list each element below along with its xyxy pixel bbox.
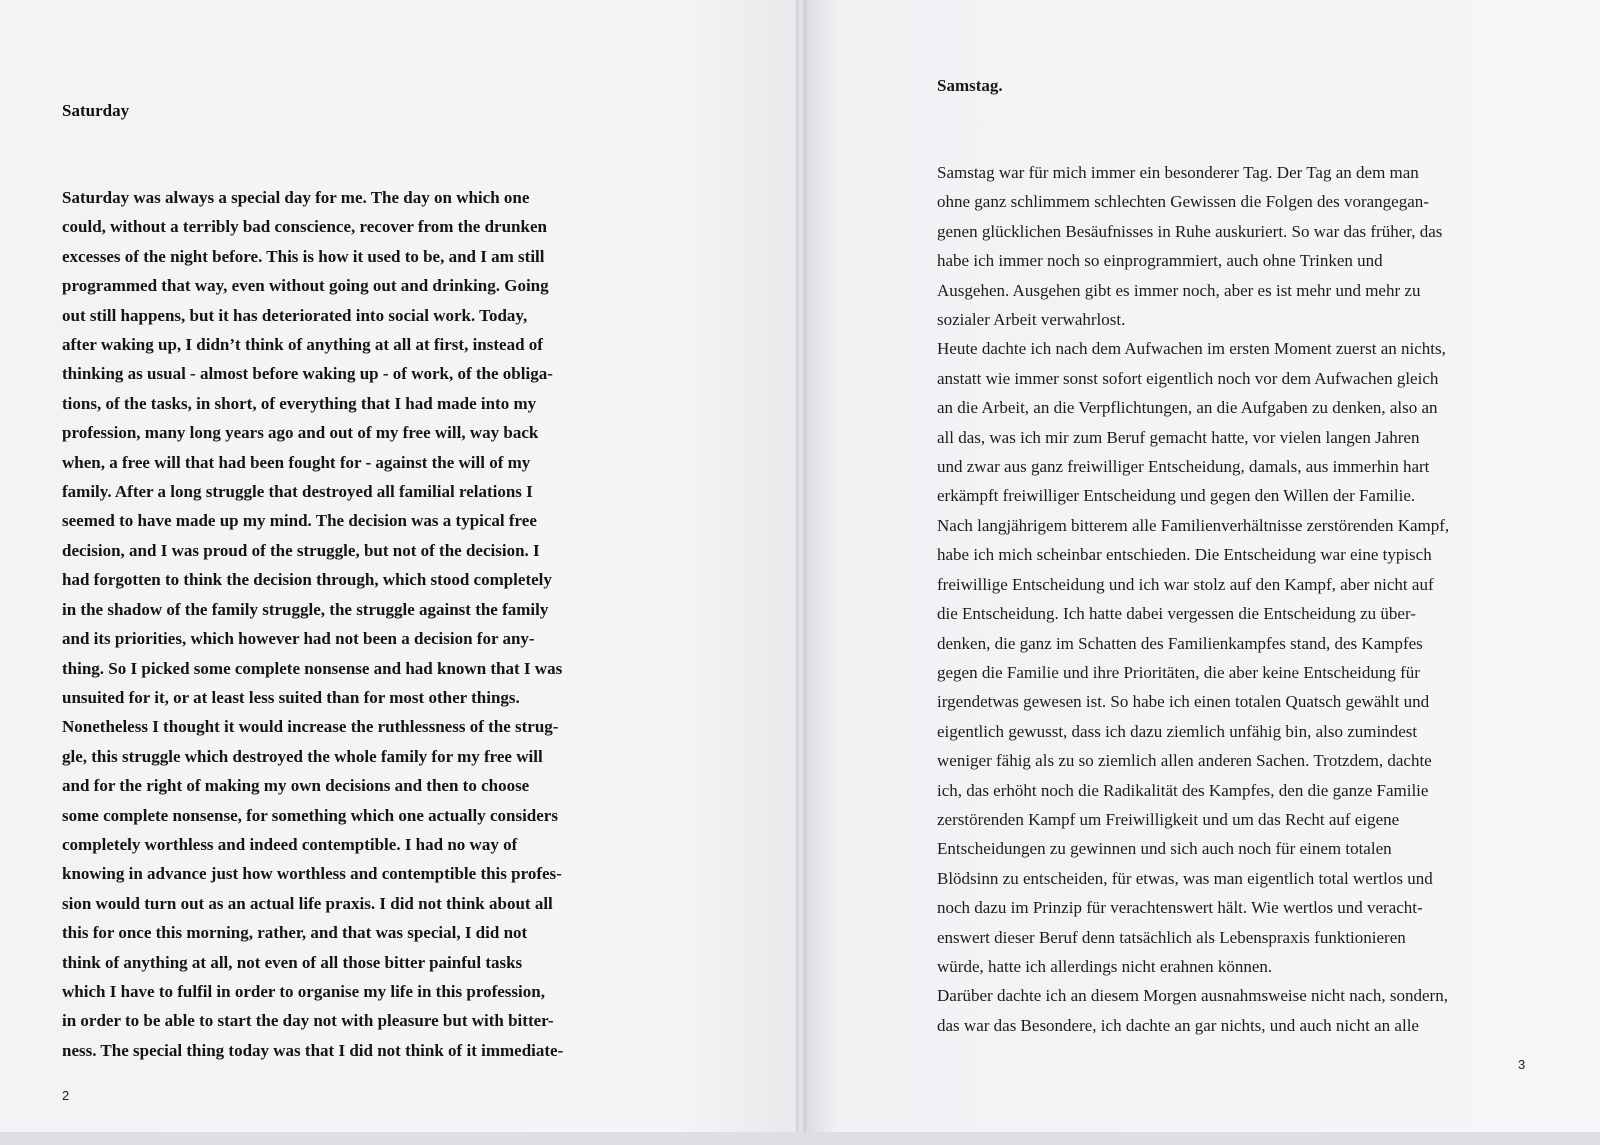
text-line: ohne ganz schlimmem schlechten Gewissen die Folgen des vorangegan-	[937, 192, 1429, 212]
text-line: knowing in advance just how worthless and contemptible this profes-	[62, 864, 562, 884]
left-page-body	[62, 183, 662, 1065]
text-line: enswert dieser Beruf denn tatsächlich als Lebenspraxis funktionieren	[937, 927, 1406, 947]
text-line: had forgotten to think the decision through, which stood completely	[62, 570, 552, 590]
text-line: could, without a terribly bad conscience, recover from the drunken	[62, 217, 547, 237]
text-line: in the shadow of the family struggle, the struggle against the family	[62, 599, 549, 619]
text-line: some complete nonsense, for something which one actually considers	[62, 805, 558, 825]
page-bottom-edge	[0, 1132, 1600, 1145]
text-line: eigentlich gewusst, dass ich dazu ziemlich unfähig bin, also zumindest	[937, 721, 1418, 741]
text-line: and its priorities, which however had not been a decision for any-	[62, 629, 535, 649]
text-line: thing. So I picked some complete nonsense and had known that I was	[62, 658, 563, 678]
text-line: anstatt wie immer sonst sofort eigentlich noch vor dem Aufwachen gleich	[937, 368, 1439, 388]
text-line: das war das Besondere, ich dachte an gar nichts, und auch nicht an alle	[937, 1015, 1419, 1035]
text-line: Darüber dachte ich an diesem Morgen ausnahmsweise nicht nach, sondern,	[937, 986, 1448, 1006]
text-line: Nach langjährigem bitterem alle Familienverhältnisse zerstörenden Kampf,	[937, 515, 1450, 535]
text-line: and for the right of making my own decisions and then to choose	[62, 776, 530, 796]
text-line: irgendetwas gewesen ist. So habe ich einen totalen Quatsch gewählt und	[937, 692, 1430, 712]
text-line: weniger fähig als zu so ziemlich allen anderen Sachen. Trotzdem, dachte	[937, 751, 1432, 771]
text-line: decision, and I was proud of the struggle, but not of the decision. I	[62, 540, 540, 560]
text-line: seemed to have made up my mind. The decision was a typical free	[62, 511, 537, 531]
text-line: Heute dachte ich nach dem Aufwachen im ersten Moment zuerst an nichts,	[937, 339, 1446, 359]
text-line: erkämpft freiwilliger Entscheidung und gegen den Willen der Familie.	[937, 486, 1416, 506]
right-page-body	[937, 158, 1537, 1040]
text-line: sozialer Arbeit verwahrlost.	[937, 310, 1126, 330]
text-line: tions, of the tasks, in short, of everything that I had made into my	[62, 393, 537, 413]
right-page-number: 3	[1518, 1057, 1526, 1072]
text-line: Saturday was always a special day for me. The day on which one	[62, 188, 530, 207]
text-line: thinking as usual - almost before waking up - of work, of the obliga-	[62, 364, 553, 384]
text-line: Blödsinn zu entscheiden, für etwas, was man eigentlich total wertlos und	[937, 868, 1433, 888]
text-line: out still happens, but it has deteriorated into social work. Today,	[62, 305, 528, 325]
text-line: after waking up, I didn’t think of anything at all at first, instead of	[62, 335, 543, 355]
left-page-number: 2	[62, 1088, 70, 1103]
text-line: Entscheidungen zu gewinnen und sich auch noch für einem totalen	[937, 839, 1392, 859]
text-line: die Entscheidung. Ich hatte dabei vergessen die Entscheidung zu über-	[937, 604, 1416, 624]
text-line: sion would turn out as an actual life praxis. I did not think about all	[62, 893, 553, 913]
right-page-heading: Samstag.	[937, 76, 1003, 95]
text-line: family. After a long struggle that destroyed all familial relations I	[62, 482, 533, 502]
text-line: in order to be able to start the day not with pleasure but with bitter-	[62, 1011, 554, 1031]
text-line: genen glücklichen Besäufnisses in Ruhe auskuriert. So war das früher, das	[937, 221, 1443, 241]
text-line: zerstörenden Kampf um Freiwilligkeit und um das Recht auf eigene	[937, 809, 1400, 829]
text-line: ich, das erhöht noch die Radikalität des Kampfes, den die ganze Familie	[937, 780, 1429, 800]
text-line: und zwar aus ganz freiwilliger Entscheidung, damals, aus immerhin hart	[937, 457, 1430, 477]
text-line: excesses of the night before. This is how it used to be, and I am still	[62, 246, 545, 266]
text-line: habe ich mich scheinbar entschieden. Die Entscheidung war eine typisch	[937, 545, 1432, 565]
text-line: gegen die Familie und ihre Prioritäten, die aber keine Entscheidung für	[937, 662, 1420, 682]
text-line: denken, die ganz im Schatten des Familienkampfes stand, des Kampfes	[937, 633, 1423, 653]
text-line: würde, hatte ich allerdings nicht erahnen können.	[937, 956, 1273, 976]
text-line: gle, this struggle which destroyed the whole family for my free will	[62, 746, 543, 766]
text-line: profession, many long years ago and out of my free will, way back	[62, 423, 539, 443]
text-line: all das, was ich mir zum Beruf gemacht hatte, vor vielen langen Jahren	[937, 427, 1420, 447]
text-line: this for once this morning, rather, and that was special, I did not	[62, 923, 528, 943]
text-line: noch dazu im Prinzip für verachtenswert hält. Wie wertlos und veracht-	[937, 898, 1423, 918]
text-line: unsuited for it, or at least less suited than for most other things.	[62, 687, 520, 707]
text-line: completely worthless and indeed contemptible. I had no way of	[62, 834, 518, 854]
left-page-heading: Saturday	[62, 101, 130, 120]
book-gutter	[796, 0, 806, 1145]
text-line: Samstag war für mich immer ein besonderer Tag. Der Tag an dem man	[937, 163, 1419, 182]
text-line: think of anything at all, not even of all those bitter painful tasks	[62, 952, 523, 972]
text-line: which I have to fulfil in order to organise my life in this profession,	[62, 981, 545, 1001]
text-line: Nonetheless I thought it would increase the ruthlessness of the strug-	[62, 717, 559, 737]
text-line: programmed that way, even without going out and drinking. Going	[62, 276, 549, 296]
text-line: habe ich immer noch so einprogrammiert, auch ohne Trinken und	[937, 251, 1383, 271]
text-line: when, a free will that had been fought for - against the will of my	[62, 452, 531, 472]
text-line: freiwillige Entscheidung und ich war stolz auf den Kampf, aber nicht auf	[937, 574, 1434, 594]
text-line: Ausgehen. Ausgehen gibt es immer noch, aber es ist mehr und mehr zu	[937, 280, 1421, 300]
text-line: an die Arbeit, an die Verpflichtungen, an die Aufgaben zu denken, also an	[937, 398, 1438, 418]
text-line: ness. The special thing today was that I did not think of it immediate-	[62, 1040, 564, 1060]
left-page	[0, 0, 796, 1145]
